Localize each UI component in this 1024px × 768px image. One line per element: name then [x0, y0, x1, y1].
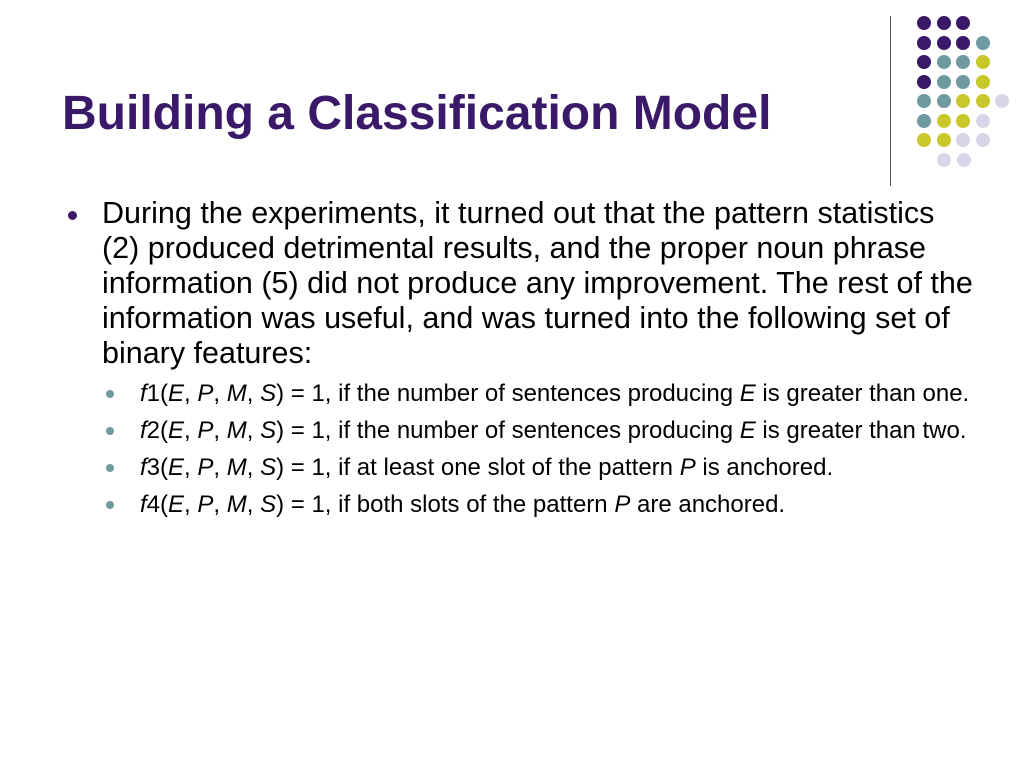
arg-sep: ,: [213, 454, 227, 481]
decor-dot: [937, 153, 951, 167]
decor-dot: [937, 75, 951, 89]
decor-dot: [917, 133, 931, 147]
feature-condition: ) = 1, if at least one slot of the pattern: [276, 454, 680, 481]
decor-dot: [956, 75, 970, 89]
decor-dot: [956, 55, 970, 69]
decor-dot: [956, 133, 970, 147]
decor-dot: [976, 55, 990, 69]
arg-sep: ,: [246, 454, 261, 481]
decor-dot: [976, 114, 990, 128]
arg-sep: ,: [184, 454, 198, 481]
decor-dot: [937, 114, 951, 128]
feature-tail: are anchored.: [630, 491, 786, 518]
decor-dot: [956, 114, 970, 128]
arg-e: E: [168, 491, 185, 518]
sub-bullet-icon: [106, 390, 114, 398]
decor-dot: [937, 55, 951, 69]
arg-sep: ,: [213, 380, 227, 407]
decor-dot: [995, 94, 1009, 108]
paren-open: (: [160, 454, 169, 481]
feature-tail: is greater than two.: [755, 417, 967, 444]
feature-list: [102, 379, 974, 520]
decor-dot: [917, 114, 931, 128]
feature-item-1: [102, 379, 974, 409]
arg-s: S: [260, 417, 277, 444]
arg-sep: ,: [213, 491, 227, 518]
decor-dot: [976, 36, 990, 50]
decor-dot: [956, 36, 970, 50]
arg-sep: ,: [184, 417, 198, 444]
sub-bullet-icon: [106, 427, 114, 435]
decor-dot: [917, 94, 931, 108]
arg-sep: ,: [246, 491, 261, 518]
decor-dot: [937, 16, 951, 30]
decor-dot: [976, 94, 990, 108]
function-name: f: [140, 417, 147, 444]
function-name: f: [140, 454, 147, 481]
decor-dot: [917, 16, 931, 30]
decor-dot: [976, 75, 990, 89]
arg-sep: ,: [213, 417, 227, 444]
decor-dot: [917, 75, 931, 89]
title-divider-line: [890, 16, 891, 186]
arg-m: M: [226, 491, 247, 518]
feature-condition: ) = 1, if both slots of the pattern: [276, 491, 615, 518]
decor-dot: [957, 153, 971, 167]
arg-s: S: [260, 454, 277, 481]
arg-e: E: [168, 454, 185, 481]
feature-item-3: [102, 453, 974, 483]
function-number: 2: [146, 417, 161, 444]
feature-tail: is anchored.: [695, 454, 834, 481]
arg-p: P: [197, 491, 214, 518]
arg-p: P: [197, 417, 214, 444]
arg-s: S: [260, 491, 277, 518]
feature-item-4: [102, 490, 974, 520]
main-bullet: [64, 196, 974, 371]
arg-m: M: [226, 454, 247, 481]
arg-sep: ,: [246, 417, 261, 444]
arg-sep: ,: [184, 491, 198, 518]
slide-title: Building a Classification Model: [62, 87, 772, 140]
sub-bullet-icon: [106, 464, 114, 472]
paren-open: (: [160, 417, 169, 444]
function-number: 4: [146, 491, 161, 518]
feature-variable: E: [739, 380, 756, 407]
arg-e: E: [168, 417, 185, 444]
main-bullet-text: During the experiments, it turned out that the pattern statistics (2) produced detrimental results, and the proper noun phrase information (5) did not produce any improvement. The rest of the information was useful, and was turned into the following set of binary features:: [102, 196, 973, 370]
feature-tail: is greater than one.: [755, 380, 970, 407]
arg-p: P: [197, 380, 214, 407]
bullet-icon: [68, 211, 77, 220]
decor-dot: [937, 94, 951, 108]
function-number: 1: [146, 380, 161, 407]
slide-body: [64, 196, 974, 527]
feature-condition: ) = 1, if the number of sentences producing: [276, 380, 740, 407]
decor-dot: [937, 133, 951, 147]
feature-variable: E: [739, 417, 756, 444]
paren-open: (: [160, 380, 169, 407]
arg-m: M: [226, 417, 247, 444]
feature-condition: ) = 1, if the number of sentences producing: [276, 417, 740, 444]
function-name: f: [140, 491, 147, 518]
arg-p: P: [197, 454, 214, 481]
arg-sep: ,: [246, 380, 261, 407]
decor-dot: [937, 36, 951, 50]
paren-open: (: [160, 491, 169, 518]
arg-e: E: [168, 380, 185, 407]
function-number: 3: [146, 454, 161, 481]
decor-dot: [917, 36, 931, 50]
feature-variable: P: [679, 454, 696, 481]
decor-dot: [956, 94, 970, 108]
decor-dot: [917, 55, 931, 69]
arg-m: M: [226, 380, 247, 407]
feature-item-2: [102, 416, 974, 446]
arg-sep: ,: [184, 380, 198, 407]
feature-variable: P: [614, 491, 631, 518]
sub-bullet-icon: [106, 501, 114, 509]
arg-s: S: [260, 380, 277, 407]
decor-dot: [976, 133, 990, 147]
decor-dot: [956, 16, 970, 30]
function-name: f: [140, 380, 147, 407]
